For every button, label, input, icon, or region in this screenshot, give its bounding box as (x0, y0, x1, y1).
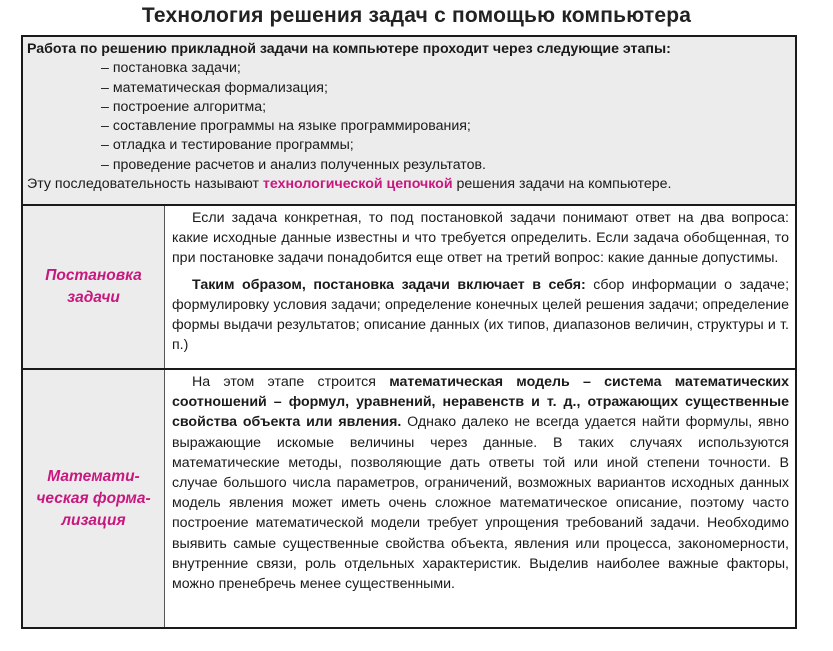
closing-text: решения задачи на компьютере. (452, 176, 672, 193)
closing-text: Эту последовательность называют (27, 176, 263, 193)
label-line: Постановка (45, 267, 142, 284)
paragraph (172, 275, 789, 356)
intro-block (23, 37, 795, 206)
row-problem-statement (23, 206, 795, 370)
label-line: Математи- (47, 467, 140, 485)
stage-item: – составление программы на языке программирования; (101, 118, 471, 135)
row-label-cell (23, 206, 165, 368)
label-line: лизация (61, 511, 126, 529)
intro-lead: Работа по решению прикладной задачи на компьютере проходит через следующие этапы: (27, 41, 671, 57)
row-label (36, 466, 150, 532)
paragraph-text: сбор информации о задаче; формулировку условия задачи; определение конечных целей решения задачи; определение формы выдачи результатов; описание данных (их типов, диапазонов величин, структуры и т. п.) (172, 276, 790, 354)
paragraph (172, 372, 789, 594)
row-formalization (23, 370, 795, 627)
paragraph-text: Однако далеко не всегда удается найти формулы, явно выражающие искомые величины через данные. В таких случаях используются математические методы, позволяющие дать ответы той или иной степени точности. В случае большого числа параметров, ограничений, возможных вариантов исходных данных модель явления может иметь очень сложное математическое описание, поэтому часто построение математической модели требует упрощения требований задачи. Необходимо выявить самые существенные свойства объекта, явления или процесса, закономерности, внутренние связи, роль отдельных характеристик. Выделив наиболее важные факторы, можно пренебречь менее существенными. (172, 414, 789, 593)
row-content (165, 370, 795, 627)
paragraph: Если задача конкретная, то под постановкой задачи понимают ответ на два вопроса: какие исходные данные известны и что требуется определить. Если задача обобщенная, то при постановке задачи понадобится еще ответ на третий вопрос: какие данные допустимы. (172, 210, 789, 267)
bold-text: Таким образом, постановка задачи включает в себя: (192, 276, 586, 293)
stage-item: – математическая формализация; (101, 79, 328, 96)
label-line: ческая форма- (36, 489, 151, 507)
stage-item: – постановка задачи; (101, 60, 241, 77)
page-title: Технология решения задач с помощью компьютера (141, 4, 692, 27)
row-content (165, 206, 795, 368)
highlight-term: технологической цепочкой (262, 176, 453, 193)
row-label-cell (23, 370, 165, 627)
label-line: задачи (67, 289, 120, 306)
content-table (21, 35, 797, 629)
bold-text: математическая модель – система математических соотношений – формул, уравнений, неравенств и т. д., отражающих существенные свойства объекта или явления. (172, 374, 789, 431)
row-label (45, 265, 142, 309)
paragraph-text: На этом этапе строится (192, 374, 390, 390)
stage-item: – проведение расчетов и анализ полученных результатов. (101, 156, 486, 173)
intro-closing (27, 175, 792, 194)
stage-item: – отладка и тестирование программы; (101, 137, 354, 154)
stage-item: – построение алгоритма; (101, 98, 267, 115)
